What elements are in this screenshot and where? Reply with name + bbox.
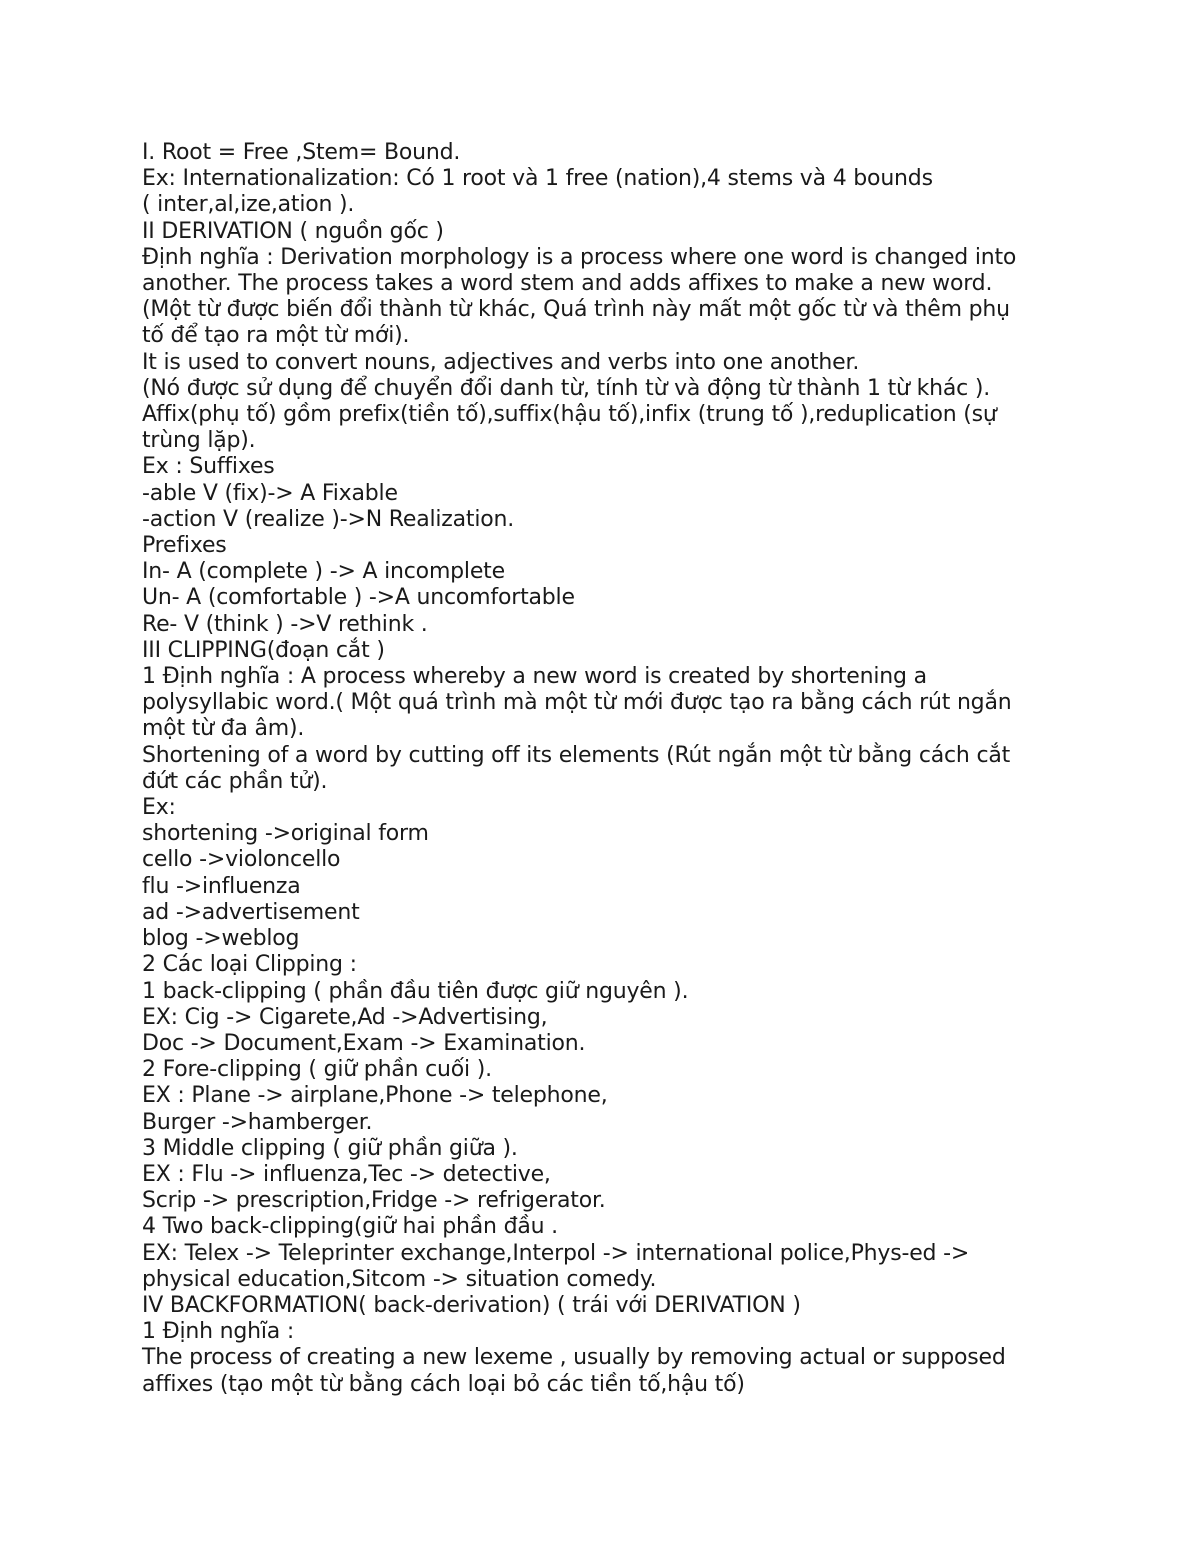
text-line: EX: Telex -> Teleprinter exchange,Interpol -> international police,Phys-ed -> xyxy=(142,1240,970,1266)
text-line: trùng lặp). xyxy=(142,428,256,454)
text-line: shortening ->original form xyxy=(142,821,429,847)
text-line: In- A (complete ) -> A incomplete xyxy=(142,559,505,585)
text-line: Shortening of a word by cutting off its elements (Rút ngắn một từ bằng cách cắt xyxy=(142,742,1011,768)
text-line: (Nó được sử dụng để chuyển đổi danh từ, tính từ và động từ thành 1 từ khác ). xyxy=(142,375,991,401)
text-line: Định nghĩa : Derivation morphology is a process where one word is changed into xyxy=(142,244,1017,270)
text-line: blog ->weblog xyxy=(142,926,300,952)
text-line: Ex : Suffixes xyxy=(142,454,275,480)
root-stem-heading: I. Root = Free ,Stem= Bound. xyxy=(142,140,461,165)
text-line: Ex: xyxy=(142,795,176,821)
clipping-heading: III CLIPPING(đoạn cắt ) xyxy=(142,637,385,663)
text-line: physical education,Sitcom -> situation comedy. xyxy=(142,1266,657,1292)
text-line: đứt các phần tử). xyxy=(142,768,328,794)
text-line: Un- A (comfortable ) ->A uncomfortable xyxy=(142,585,575,611)
text-line: Ex: Internationalization: Có 1 root và 1 free (nation),4 stems và 4 bounds xyxy=(142,166,933,192)
text-line: EX : Flu -> influenza,Tec -> detective, xyxy=(142,1161,551,1187)
text-line: 2 Các loại Clipping : xyxy=(142,952,357,978)
text-line: It is used to convert nouns, adjectives and verbs into one another. xyxy=(142,349,860,375)
text-line: 2 Fore-clipping ( giữ phần cuối ). xyxy=(142,1057,492,1083)
text-line: Affix(phụ tố) gồm prefix(tiền tố),suffix(hậu tố),infix (trung tố ),reduplication (sự xyxy=(142,402,997,428)
text-line: cello ->violoncello xyxy=(142,847,341,873)
text-line: ( inter,al,ize,ation ). xyxy=(142,192,355,218)
text-line: ad ->advertisement xyxy=(142,899,360,925)
text-line: một từ đa âm). xyxy=(142,716,305,742)
text-line: Doc -> Document,Exam -> Examination. xyxy=(142,1030,586,1056)
text-line: flu ->influenza xyxy=(142,873,301,899)
text-line: Prefixes xyxy=(142,533,227,559)
text-line: 3 Middle clipping ( giữ phần giữa ). xyxy=(142,1135,518,1161)
text-line: EX : Plane -> airplane,Phone -> telephone, xyxy=(142,1083,608,1109)
text-line: Scrip -> prescription,Fridge -> refrigerator. xyxy=(142,1188,606,1214)
text-line: 1 back-clipping ( phần đầu tiên được giữ nguyên ). xyxy=(142,978,689,1004)
text-line: -action V (realize )->N Realization. xyxy=(142,506,515,532)
document-page xyxy=(142,140,1072,1398)
text-line: The process of creating a new lexeme , usually by removing actual or supposed xyxy=(142,1345,1006,1371)
text-line: Burger ->hamberger. xyxy=(142,1109,373,1135)
text-line: 1 Định nghĩa : xyxy=(142,1319,295,1345)
text-line: affixes (tạo một từ bằng cách loại bỏ các tiền tố,hậu tố) xyxy=(142,1371,745,1397)
derivation-heading: II DERIVATION ( nguồn gốc ) xyxy=(142,218,444,244)
text-line: 1 Định nghĩa : A process whereby a new word is created by shortening a xyxy=(142,664,927,690)
text-line: EX: Cig -> Cigarete,Ad ->Advertising, xyxy=(142,1004,548,1030)
text-line: Re- V (think ) ->V rethink . xyxy=(142,611,428,637)
text-line: (Một từ được biến đổi thành từ khác, Quá trình này mất một gốc từ và thêm phụ xyxy=(142,297,1010,323)
text-line: polysyllabic word.( Một quá trình mà một từ mới được tạo ra bằng cách rút ngắn xyxy=(142,690,1012,716)
text-line: another. The process takes a word stem and adds affixes to make a new word. xyxy=(142,271,993,297)
text-line: -able V (fix)-> A Fixable xyxy=(142,480,398,506)
text-line: tố để tạo ra một từ mới). xyxy=(142,323,410,349)
backformation-heading: IV BACKFORMATION( back-derivation) ( trái với DERIVATION ) xyxy=(142,1292,801,1318)
text-line: 4 Two back-clipping(giữ hai phần đầu . xyxy=(142,1214,558,1240)
